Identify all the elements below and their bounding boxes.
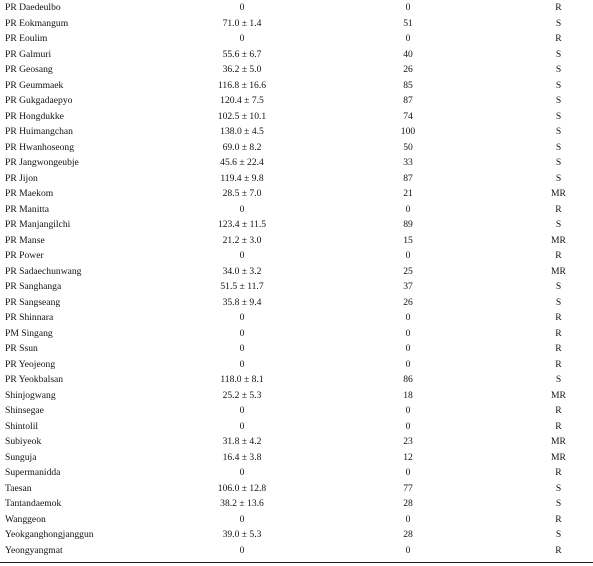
mean-value-cell: 102.5 ± 10.1 <box>217 110 267 122</box>
cultivar-name-cell: PR Geosang <box>5 64 53 75</box>
mean-value-cell: 138.0 ± 4.5 <box>220 126 264 137</box>
percent-cell: 89 <box>403 219 413 230</box>
percent-cell: 0 <box>405 2 411 13</box>
mean-value-cell: 0 <box>239 358 245 370</box>
table-row <box>0 496 593 512</box>
table-row <box>0 264 593 280</box>
grade-cell: R <box>555 358 562 370</box>
table-row <box>0 326 593 342</box>
table-row <box>0 93 593 109</box>
mean-value-cell: 35.8 ± 9.4 <box>222 296 262 308</box>
percent-cell: 51 <box>403 17 413 29</box>
cultivar-name-cell: PR Daedeulbo <box>5 2 61 13</box>
grade-cell: S <box>555 482 562 494</box>
percent-cell: 0 <box>405 358 411 370</box>
cultivar-name-cell: Shinjogwang <box>5 389 56 401</box>
mean-value-cell: 0 <box>239 544 245 556</box>
grade-cell: S <box>555 172 562 184</box>
percent-cell: 15 <box>403 234 413 246</box>
percent-cell: 87 <box>403 172 413 184</box>
table-row <box>0 16 593 32</box>
grade-cell: R <box>555 203 562 215</box>
mean-value-cell: 16.4 ± 3.8 <box>222 451 262 463</box>
grade-cell: S <box>555 48 562 60</box>
cultivar-name-cell: PR Jangwongeubje <box>5 157 79 168</box>
grade-cell: S <box>555 95 562 106</box>
percent-cell: 0 <box>405 420 411 432</box>
percent-cell: 86 <box>403 374 413 385</box>
grade-cell: MR <box>551 265 566 277</box>
percent-cell: 0 <box>405 405 411 416</box>
mean-value-cell: 25.2 ± 5.3 <box>222 389 262 401</box>
mean-value-cell: 69.0 ± 8.2 <box>222 141 262 153</box>
grade-cell: R <box>555 2 562 13</box>
cultivar-name-cell: Taesan <box>5 482 32 494</box>
table-bottom-rule <box>0 562 593 563</box>
percent-cell: 28 <box>403 529 413 540</box>
percent-cell: 0 <box>405 513 411 525</box>
mean-value-cell: 123.4 ± 11.5 <box>217 219 267 230</box>
mean-value-cell: 0 <box>239 420 245 432</box>
table-row <box>0 109 593 125</box>
table-row <box>0 527 593 543</box>
table-row <box>0 171 593 187</box>
cultivar-name-cell: Supermanidda <box>5 467 61 478</box>
table-row <box>0 217 593 233</box>
percent-cell: 12 <box>403 451 413 463</box>
percent-cell: 18 <box>403 389 413 401</box>
grade-cell: R <box>555 405 562 416</box>
cultivar-name-cell: PR Gukgadaepyo <box>5 95 73 106</box>
mean-value-cell: 21.2 ± 3.0 <box>222 234 262 246</box>
percent-cell: 0 <box>405 203 411 215</box>
cultivar-name-cell: PR Yeokbalsan <box>5 374 64 385</box>
table-row <box>0 248 593 264</box>
table-row <box>0 47 593 63</box>
table-row <box>0 543 593 559</box>
percent-cell: 28 <box>403 498 413 509</box>
mean-value-cell: 36.2 ± 5.0 <box>222 64 262 75</box>
percent-cell: 40 <box>403 48 413 60</box>
table-row <box>0 512 593 528</box>
grade-cell: MR <box>551 188 566 199</box>
mean-value-cell: 119.4 ± 9.8 <box>220 172 264 184</box>
table-row <box>0 434 593 450</box>
cultivar-name-cell: PR Sadaechunwang <box>5 265 82 277</box>
grade-cell: S <box>555 64 562 75</box>
grade-cell: MR <box>551 234 566 246</box>
cultivar-name-cell: PM Singang <box>5 327 53 339</box>
mean-value-cell: 118.0 ± 8.1 <box>220 374 264 385</box>
mean-value-cell: 51.5 ± 11.7 <box>220 281 264 292</box>
percent-cell: 0 <box>405 467 411 478</box>
percent-cell: 0 <box>405 33 411 44</box>
mean-value-cell: 0 <box>239 467 245 478</box>
cultivar-name-cell: Shintolil <box>5 420 39 432</box>
grade-cell: R <box>555 513 562 525</box>
table-row <box>0 279 593 295</box>
percent-cell: 23 <box>403 436 413 447</box>
mean-value-cell: 55.6 ± 6.7 <box>222 48 262 60</box>
percent-cell: 25 <box>403 265 413 277</box>
table-row <box>0 155 593 171</box>
mean-value-cell: 0 <box>239 405 245 416</box>
grade-cell: MR <box>551 436 566 447</box>
grade-cell: S <box>555 374 562 385</box>
grade-cell: S <box>555 296 562 308</box>
grade-cell: R <box>555 327 562 339</box>
grade-cell: S <box>555 79 562 91</box>
percent-cell: 100 <box>400 126 416 137</box>
mean-value-cell: 38.2 ± 13.6 <box>220 498 264 509</box>
mean-value-cell: 45.6 ± 22.4 <box>220 157 264 168</box>
cultivar-name-cell: Wanggeon <box>5 513 46 525</box>
mean-value-cell: 0 <box>239 250 245 261</box>
grade-cell: R <box>555 544 562 556</box>
cultivar-name-cell: PR Yeojeong <box>5 358 56 370</box>
table-row <box>0 450 593 466</box>
grade-cell: S <box>555 17 562 29</box>
table-row <box>0 62 593 78</box>
mean-value-cell: 0 <box>239 513 245 525</box>
table-row <box>0 481 593 497</box>
grade-cell: S <box>555 110 562 122</box>
grade-cell: R <box>555 312 562 323</box>
table-row <box>0 357 593 373</box>
percent-cell: 85 <box>403 79 413 91</box>
mean-value-cell: 0 <box>239 33 245 44</box>
percent-cell: 26 <box>403 64 413 75</box>
percent-cell: 87 <box>403 95 413 106</box>
mean-value-cell: 0 <box>239 312 245 323</box>
cultivar-name-cell: PR Eokmangum <box>5 17 69 29</box>
table-row <box>0 233 593 249</box>
table-row <box>0 31 593 47</box>
cultivar-name-cell: Sunguja <box>5 451 37 463</box>
cultivar-name-cell: Yeokganghongjanggun <box>5 529 94 540</box>
grade-cell: S <box>555 141 562 153</box>
grade-cell: R <box>555 343 562 354</box>
grade-cell: R <box>555 420 562 432</box>
mean-value-cell: 71.0 ± 1.4 <box>222 17 262 29</box>
table-row <box>0 419 593 435</box>
cultivar-name-cell: PR Maekom <box>5 188 54 199</box>
grade-cell: R <box>555 33 562 44</box>
cultivar-name-cell: PR Power <box>5 250 44 261</box>
percent-cell: 21 <box>403 188 413 199</box>
table-row <box>0 388 593 404</box>
percent-cell: 74 <box>403 110 413 122</box>
cultivar-name-cell: PR Hongdukke <box>5 110 64 122</box>
cultivar-name-cell: PR Huimangchan <box>5 126 73 137</box>
cultivar-name-cell: PR Eoulim <box>5 33 48 44</box>
table-row <box>0 186 593 202</box>
mean-value-cell: 106.0 ± 12.8 <box>217 482 267 494</box>
cultivar-name-cell: Yeongyangmat <box>5 544 63 556</box>
cultivar-name-cell: PR Galmuri <box>5 48 52 60</box>
cultivar-name-cell: PR Sangseang <box>5 296 61 308</box>
grade-cell: S <box>555 219 562 230</box>
grade-cell: MR <box>551 451 566 463</box>
percent-cell: 77 <box>403 482 413 494</box>
cultivar-name-cell: PR Manse <box>5 234 45 246</box>
grade-cell: S <box>555 281 562 292</box>
cultivar-name-cell: PR Geummaek <box>5 79 64 91</box>
table-row <box>0 140 593 156</box>
grade-cell: S <box>555 498 562 509</box>
table-row <box>0 341 593 357</box>
percent-cell: 33 <box>403 157 413 168</box>
table-row <box>0 78 593 94</box>
cultivar-name-cell: Subiyeok <box>5 436 42 447</box>
grade-cell: S <box>555 157 562 168</box>
table-row <box>0 0 593 16</box>
table-row <box>0 295 593 311</box>
grade-cell: R <box>555 467 562 478</box>
mean-value-cell: 116.8 ± 16.6 <box>217 79 267 91</box>
grade-cell: MR <box>551 389 566 401</box>
percent-cell: 0 <box>405 544 411 556</box>
cultivar-name-cell: PR Manjangilchi <box>5 219 71 230</box>
percent-cell: 0 <box>405 312 411 323</box>
percent-cell: 26 <box>403 296 413 308</box>
cultivar-name-cell: PR Manitta <box>5 203 49 215</box>
table-row <box>0 465 593 481</box>
mean-value-cell: 0 <box>239 203 245 215</box>
cultivar-name-cell: PR Shinnara <box>5 312 54 323</box>
grade-cell: S <box>555 126 562 137</box>
cultivar-name-cell: PR Hwanhoseong <box>5 141 75 153</box>
mean-value-cell: 120.4 ± 7.5 <box>220 95 264 106</box>
grade-cell: R <box>555 250 562 261</box>
mean-value-cell: 0 <box>239 2 245 13</box>
percent-cell: 37 <box>403 281 413 292</box>
percent-cell: 0 <box>405 343 411 354</box>
mean-value-cell: 34.0 ± 3.2 <box>222 265 262 277</box>
cultivar-name-cell: PR Sanghanga <box>5 281 62 292</box>
table-row <box>0 310 593 326</box>
percent-cell: 50 <box>403 141 413 153</box>
mean-value-cell: 31.8 ± 4.2 <box>222 436 262 447</box>
cultivar-name-cell: PR Ssun <box>5 343 38 354</box>
table-row <box>0 403 593 419</box>
mean-value-cell: 28.5 ± 7.0 <box>222 188 262 199</box>
table-row <box>0 202 593 218</box>
percent-cell: 0 <box>405 250 411 261</box>
mean-value-cell: 0 <box>239 327 245 339</box>
table-row <box>0 124 593 140</box>
mean-value-cell: 0 <box>239 343 245 354</box>
table-row <box>0 372 593 388</box>
cultivar-name-cell: Shinsegae <box>5 405 44 416</box>
mean-value-cell: 39.0 ± 5.3 <box>222 529 262 540</box>
cultivar-name-cell: PR Jijon <box>5 172 38 184</box>
grade-cell: S <box>555 529 562 540</box>
cultivar-name-cell: Tantandaemok <box>5 498 62 509</box>
percent-cell: 0 <box>405 327 411 339</box>
